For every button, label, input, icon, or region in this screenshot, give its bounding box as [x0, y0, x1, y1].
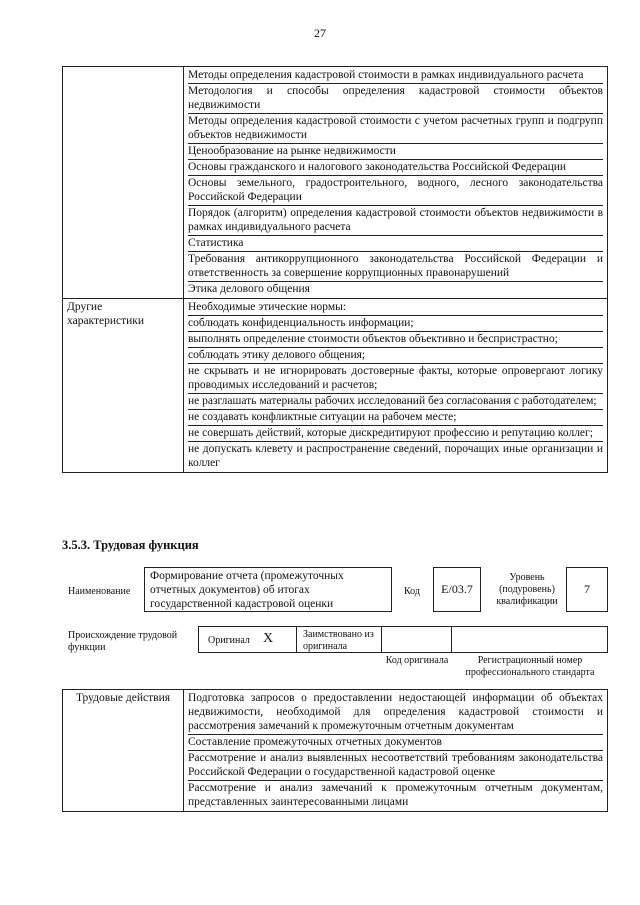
list-item: Методы определения кадастровой стоимости в рамках индивидуального расчета — [188, 68, 603, 84]
reg-caption: Регистрационный номер профессионального стандарта — [465, 655, 595, 678]
table-row — [63, 690, 608, 812]
list-item: не допускать клевету и распространение сведений, порочащих иные организации и коллег — [188, 443, 603, 469]
table-row — [63, 67, 608, 299]
function-code-box: E/03.7 — [433, 567, 481, 612]
borrowed-box — [296, 626, 382, 653]
origin-label: Происхождение трудовой функции — [68, 630, 178, 653]
original-mark: X — [263, 631, 274, 646]
list-item: не создавать конфликтные ситуации на рабочем месте; — [188, 410, 603, 426]
list-item: не разглашать материалы рабочих исследований без согласования с работодателем; — [188, 394, 603, 410]
labor-actions-label: Трудовые действия — [63, 690, 184, 812]
list-item: Подготовка запросов о предоставлении недостающей информации об объектах недвижимости, необходимой для определения кадастровой стоимости и рассмотрения замечаний к промежуточным отчетным документам — [188, 691, 603, 735]
knowledge-cell — [184, 67, 608, 299]
function-name-box: Формирование отчета (промежуточных отчетных документов) об итогах государственной кадастровой оценки — [144, 567, 392, 612]
labor-actions-table — [62, 689, 608, 812]
list-item: выполнять определение стоимости объектов объективно и беспристрастно; — [188, 332, 603, 348]
list-item: соблюдать конфиденциальность информации; — [188, 316, 603, 332]
original-label: Оригинал — [208, 635, 250, 646]
list-item: Основы земельного, градостроительного, водного, лесного законодательства Российской Федерации — [188, 176, 603, 206]
page-number: 27 — [314, 26, 326, 40]
code-caption: Код оригинала — [385, 655, 449, 666]
list-item: Методы определения кадастровой стоимости с учетом расчетных групп и подгрупп объектов недвижимости — [188, 114, 603, 144]
reg-number-box — [451, 626, 608, 653]
list-item: не совершать действий, которые дискредитируют профессию и репутацию коллег; — [188, 426, 603, 442]
list-item: Этика делового общения — [188, 283, 310, 295]
list-item: Рассмотрение и анализ выявленных несоответствий требованиям законодательства Российской Федерации о государственной кадастровой оценке — [188, 751, 603, 781]
other-characteristics-label: Другие характеристики — [63, 299, 184, 473]
level-value-box: 7 — [566, 567, 608, 612]
list-item: Основы гражданского и налогового законодательства Российской Федерации — [188, 160, 603, 176]
list-item: Порядок (алгоритм) определения кадастровой стоимости объектов недвижимости в рамках индивидуального расчета — [188, 206, 603, 236]
empty-label-cell — [63, 67, 184, 299]
other-characteristics-cell — [184, 299, 608, 473]
list-item: Рассмотрение и анализ замечаний к промежуточным отчетным документам, представленных заинтересованными лицами — [188, 782, 603, 808]
list-item: Необходимые этические нормы: — [188, 300, 603, 316]
original-code-box — [381, 626, 452, 653]
list-item: Составление промежуточных отчетных документов — [188, 735, 603, 751]
list-item: Методология и способы определения кадастровой стоимости объектов недвижимости — [188, 84, 603, 114]
knowledge-table — [62, 66, 608, 473]
original-box — [198, 626, 297, 653]
list-item: не скрывать и не игнорировать достоверные факты, которые опровергают логику проводимых исследований и расчетов; — [188, 364, 603, 394]
list-item: Статистика — [188, 236, 603, 252]
list-item: соблюдать этику делового общения; — [188, 348, 603, 364]
name-label: Наименование — [68, 586, 131, 597]
code-label: Код — [404, 586, 420, 597]
borrowed-label: Заимствовано из оригинала — [303, 629, 374, 652]
labor-actions-cell — [184, 690, 608, 812]
list-item: Требования антикоррупционного законодательства Российской Федерации и ответственность за совершение коррупционных правонарушений — [188, 252, 603, 282]
level-label: Уровень (подуровень) квалификации — [496, 572, 558, 607]
list-item: Ценообразование на рынке недвижимости — [188, 144, 603, 160]
table-row — [63, 299, 608, 473]
section-heading: 3.5.3. Трудовая функция — [62, 538, 199, 552]
